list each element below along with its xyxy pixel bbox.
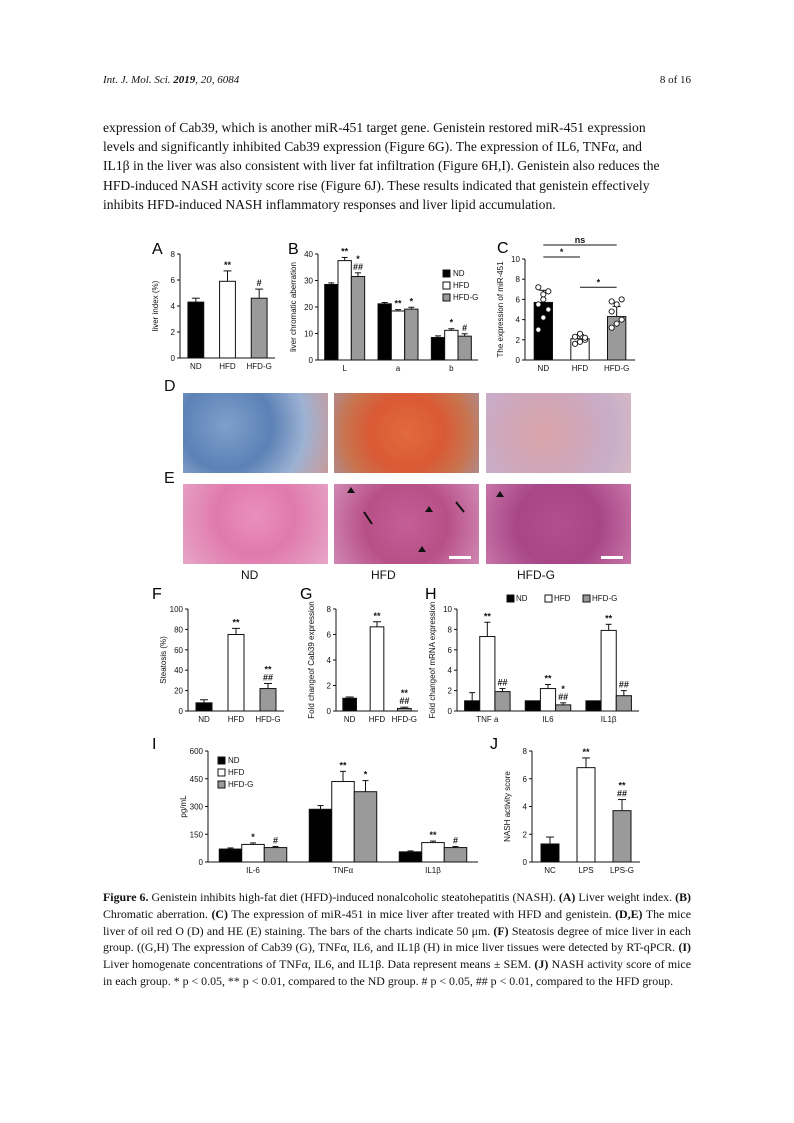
significance-mark: ## <box>618 679 629 690</box>
significance-mark: ** <box>544 673 552 684</box>
bar <box>351 277 364 360</box>
bar <box>444 848 467 862</box>
data-point <box>577 339 582 344</box>
legend-swatch <box>443 270 450 277</box>
significance-mark: * <box>356 253 360 264</box>
legend-label: ND <box>516 594 528 603</box>
he-hfd-image <box>334 484 479 564</box>
bar <box>309 809 332 862</box>
x-tick-label: ND <box>190 362 202 371</box>
x-tick-label: TNFα <box>332 866 354 875</box>
data-point <box>614 302 619 307</box>
significance-mark: * <box>251 831 255 842</box>
y-axis-label: liver chromatic aberration <box>289 262 298 352</box>
y-tick-label: 0 <box>522 858 527 867</box>
data-point <box>536 285 541 290</box>
bar <box>354 792 377 862</box>
significance-mark: ** <box>429 830 437 841</box>
body-paragraph <box>103 118 691 214</box>
data-point <box>609 299 614 304</box>
significance-mark: ## <box>558 691 569 702</box>
y-tick-label: 4 <box>326 656 331 665</box>
legend-swatch <box>583 595 590 602</box>
y-tick-label: 10 <box>304 329 313 339</box>
bar <box>251 298 267 358</box>
x-tick-label: NC <box>544 866 556 875</box>
y-tick-label: 8 <box>447 625 452 635</box>
x-tick-label: HFD-G <box>246 362 272 371</box>
y-axis-label: pg/mL <box>179 795 188 818</box>
data-point <box>572 334 577 339</box>
x-tick-label: HFD-G <box>604 364 630 373</box>
page-number: 8 of 16 <box>659 74 691 86</box>
bar <box>219 849 242 862</box>
y-tick-label: 6 <box>170 276 175 285</box>
x-tick-label: HFD <box>219 362 236 371</box>
y-tick-label: 20 <box>174 686 183 696</box>
data-point <box>582 335 587 340</box>
bar <box>616 696 631 711</box>
y-tick-label: 8 <box>515 275 520 285</box>
x-tick-label: HFD <box>227 715 245 724</box>
y-tick-label: 2 <box>447 686 452 696</box>
body-line: HFD-induced NASH activity score rise (Figure 6J). These results indicated that genistein effectively <box>103 177 650 193</box>
significance-mark: ** <box>373 610 381 621</box>
bar <box>264 848 287 862</box>
data-point <box>577 331 582 336</box>
legend-swatch <box>545 595 552 602</box>
x-tick-label: HFD-G <box>255 715 281 724</box>
legend-label: ND <box>228 756 240 765</box>
scale-bar <box>449 556 471 559</box>
bar <box>260 689 276 711</box>
y-tick-label: 20 <box>304 303 313 312</box>
y-axis-label: Steatosis (%) <box>159 636 168 684</box>
bar <box>228 635 244 712</box>
bar <box>405 309 418 360</box>
bar <box>556 705 571 711</box>
bar <box>338 261 351 360</box>
y-tick-label: 300 <box>189 802 203 812</box>
x-tick-label: ND <box>198 715 210 724</box>
bar <box>541 844 559 862</box>
y-tick-label: 80 <box>174 625 183 635</box>
significance-mark: ** <box>341 246 349 257</box>
y-tick-label: 600 <box>189 747 203 756</box>
y-tick-label: 0 <box>308 356 313 365</box>
triangle-marker <box>496 491 504 497</box>
data-point <box>541 315 546 320</box>
bar <box>458 336 471 360</box>
he-nd-image <box>183 484 328 564</box>
arrow-marker <box>456 502 464 512</box>
significance-mark: ns <box>574 235 586 245</box>
bar <box>220 281 236 358</box>
data-point <box>536 302 541 307</box>
bar <box>525 701 540 711</box>
body-line: levels and significantly inhibited Cab39 expression (Figure 6G). The expression of IL6, TNFα, and <box>103 139 642 155</box>
he-hfdg-image <box>486 484 631 564</box>
significance-mark: ** <box>232 617 240 628</box>
he-hfdg-markers <box>486 484 631 564</box>
legend-swatch <box>443 282 450 289</box>
significance-mark: ** <box>339 760 347 771</box>
x-tick-label: HFD <box>368 715 386 724</box>
bar <box>242 844 265 862</box>
legend-swatch <box>443 294 450 301</box>
data-point <box>536 327 541 332</box>
y-tick-label: 8 <box>326 605 331 614</box>
x-tick-label: HFD-G <box>391 715 417 724</box>
legend-label: HFD <box>453 281 470 290</box>
significance-mark: ## <box>262 672 274 683</box>
panel-label-C: C <box>497 240 509 257</box>
x-tick-label: IL-6 <box>246 866 260 875</box>
y-axis-label: Fold changeof Cab39 expression <box>307 601 316 719</box>
y-tick-label: 0 <box>326 707 331 716</box>
data-point <box>619 297 624 302</box>
y-tick-label: 4 <box>522 802 527 812</box>
micro-label-nd: ND <box>241 568 259 582</box>
y-tick-label: 2 <box>515 335 520 345</box>
y-tick-label: 10 <box>443 605 452 614</box>
panel-label-D: D <box>164 378 176 395</box>
significance-mark: ** <box>605 613 613 624</box>
significance-mark: * <box>596 277 601 288</box>
legend-label: ND <box>453 269 465 278</box>
panel-label-J: J <box>490 736 498 753</box>
y-tick-label: 40 <box>174 666 183 676</box>
micro-label-hfdg: HFD-G <box>517 568 555 582</box>
body-line: expression of Cab39, which is another miR-451 target gene. Genistein restored miR-451 expression <box>103 120 646 135</box>
legend-swatch <box>218 781 225 788</box>
panel-label-A: A <box>152 241 163 258</box>
x-tick-label: b <box>449 364 454 373</box>
panel-label-H: H <box>425 586 437 603</box>
y-tick-label: 10 <box>511 255 520 264</box>
y-axis-label: The expression of miR-451 <box>496 261 505 358</box>
bar <box>196 703 212 711</box>
chart-mrna <box>425 585 645 730</box>
chart-steatosis <box>150 585 290 730</box>
chart-mir451 <box>495 235 645 380</box>
significance-mark: # <box>256 278 262 289</box>
bar <box>495 692 510 711</box>
chart-chromatic-aberration <box>285 240 485 380</box>
y-tick-label: 150 <box>189 830 203 840</box>
panel-label-I: I <box>152 736 157 753</box>
significance-mark: ## <box>616 788 628 799</box>
micro-label-hfd: HFD <box>371 568 396 582</box>
body-line: inhibits HFD-induced NASH inflammatory responses and liver lipid accumulation. <box>103 196 556 212</box>
legend-label: HFD <box>228 768 245 777</box>
significance-mark: ## <box>352 261 364 272</box>
y-tick-label: 2 <box>326 681 331 691</box>
bar <box>480 637 495 711</box>
panel-label-F: F <box>152 586 162 603</box>
legend-swatch <box>507 595 514 602</box>
chart-cytokines <box>150 735 485 880</box>
y-tick-label: 2 <box>170 328 175 337</box>
figure-caption: Figure 6. Genistein inhibits high-fat diet (HFD)-induced nonalcoholic steatohepatitis (NASH). (A) Liver weight index. (B) Chromatic aberration. (C) The expression of miR-451 in mice liver after treated with HFD and genistein. (D,E) The mice liver of oil red O (D) and HE (E) staining. The bars of the charts indicate 50 μm. (F) Steatosis degree of mice liver in each group. ((G,H) The expression of Cab39 (G), TNFα, IL6, and IL1β (H) in mice liver tissues were detected by RT-qPCR. (I) Liver homogenate concentrations of TNFα, IL6, and IL1β. Data represent means ± SEM. (J) NASH activity score of mice in each group. * p < 0.05, ** p < 0.01, compared to the ND group. # p < 0.05, ## p < 0.01, compared to the HFD group. <box>103 890 691 988</box>
panel-label-G: G <box>300 586 313 603</box>
journal-citation: Int. J. Mol. Sci. 2019, 20, 6084 <box>103 74 240 86</box>
y-tick-label: 8 <box>522 747 527 756</box>
significance-mark: ## <box>497 677 508 688</box>
bar <box>370 627 384 711</box>
y-tick-label: 2 <box>522 830 527 840</box>
bar <box>332 782 355 862</box>
y-tick-label: 4 <box>170 302 175 311</box>
y-tick-label: 100 <box>169 605 183 614</box>
data-point <box>572 341 577 346</box>
panel-label-B: B <box>288 241 299 258</box>
x-tick-label: IL6 <box>542 715 554 724</box>
significance-mark: # <box>462 322 468 333</box>
bar <box>577 768 595 862</box>
panel-label-E: E <box>164 470 175 487</box>
legend-label: HFD-G <box>453 293 479 302</box>
significance-mark: ** <box>483 611 491 622</box>
data-point <box>609 325 614 330</box>
bar <box>431 337 444 360</box>
y-tick-label: 0 <box>170 354 175 363</box>
oil-red-hfd-image <box>334 393 479 473</box>
data-point <box>546 307 551 312</box>
x-tick-label: LPS-G <box>609 866 635 875</box>
y-tick-label: 0 <box>198 858 203 867</box>
significance-mark: ** <box>582 746 590 757</box>
data-point <box>609 309 614 314</box>
y-tick-label: 0 <box>178 707 183 716</box>
legend-label: HFD <box>554 594 571 603</box>
significance-mark: * <box>561 683 565 694</box>
y-axis-label: Fold changeof mRNA expression <box>428 601 437 719</box>
oil-red-nd-image <box>183 393 328 473</box>
y-tick-label: 450 <box>189 774 203 784</box>
x-tick-label: LPS <box>578 866 594 875</box>
significance-mark: ** <box>618 780 626 791</box>
triangle-marker <box>425 506 433 512</box>
scale-bar <box>601 556 623 559</box>
data-point <box>546 289 551 294</box>
bar <box>399 852 422 862</box>
legend-label: HFD-G <box>592 594 618 603</box>
bar <box>540 689 555 711</box>
bar <box>422 843 445 862</box>
legend-swatch <box>218 757 225 764</box>
bar <box>378 304 391 360</box>
significance-mark: ** <box>223 259 232 270</box>
significance-mark: * <box>559 247 564 257</box>
triangle-marker <box>418 546 426 552</box>
significance-mark: # <box>272 835 279 846</box>
bar <box>445 330 458 360</box>
bar <box>613 811 631 862</box>
significance-mark: * <box>409 296 414 307</box>
y-tick-label: 6 <box>447 645 452 655</box>
y-tick-label: 40 <box>304 250 313 259</box>
oil-red-hfdg-image <box>486 393 631 473</box>
y-axis-label: NASH activity score <box>503 771 512 842</box>
bar <box>188 302 204 358</box>
bar <box>586 701 601 711</box>
he-hfd-markers <box>334 484 479 564</box>
data-point <box>541 297 546 302</box>
data-point <box>541 292 546 297</box>
legend-label: HFD-G <box>228 780 254 789</box>
y-tick-label: 0 <box>447 707 452 716</box>
data-point <box>614 321 619 326</box>
x-tick-label: TNF a <box>476 715 499 724</box>
y-tick-label: 6 <box>515 295 520 305</box>
chart-cab39 <box>298 585 423 730</box>
bar <box>465 701 480 711</box>
x-tick-label: ND <box>537 364 550 373</box>
y-tick-label: 30 <box>304 276 313 286</box>
x-tick-label: IL1β <box>425 866 441 875</box>
x-tick-label: L <box>342 364 347 373</box>
chart-nash-score <box>488 735 648 880</box>
bar <box>391 311 404 360</box>
y-tick-label: 6 <box>522 774 527 784</box>
y-tick-label: 4 <box>447 666 452 676</box>
significance-mark: * <box>363 769 368 780</box>
legend-swatch <box>218 769 225 776</box>
significance-mark: ** <box>394 298 402 309</box>
significance-mark: # <box>452 835 459 846</box>
chart-liver-index <box>150 240 280 380</box>
bar <box>343 698 357 711</box>
significance-mark: ** <box>400 688 408 699</box>
x-tick-label: IL1β <box>600 715 617 724</box>
x-tick-label: ND <box>343 715 356 724</box>
triangle-marker <box>347 487 355 493</box>
bar <box>325 284 338 360</box>
data-point <box>619 317 624 322</box>
y-tick-label: 0 <box>515 356 520 365</box>
significance-mark: ## <box>399 696 410 707</box>
x-tick-label: HFD <box>571 364 589 373</box>
arrow-marker <box>364 512 372 524</box>
y-tick-label: 6 <box>326 630 331 640</box>
significance-mark: * <box>449 317 454 328</box>
y-tick-label: 4 <box>515 315 520 325</box>
bar <box>601 630 616 711</box>
x-tick-label: a <box>395 364 401 373</box>
y-tick-label: 8 <box>170 250 175 259</box>
y-axis-label: liver index (%) <box>151 280 160 332</box>
body-line: IL1β in the liver was also consistent with liver fat infiltration (Figure 6H,I). Genistein also reduces the <box>103 158 660 174</box>
significance-mark: ** <box>264 664 272 675</box>
bar <box>398 708 412 711</box>
y-tick-label: 60 <box>174 645 183 655</box>
